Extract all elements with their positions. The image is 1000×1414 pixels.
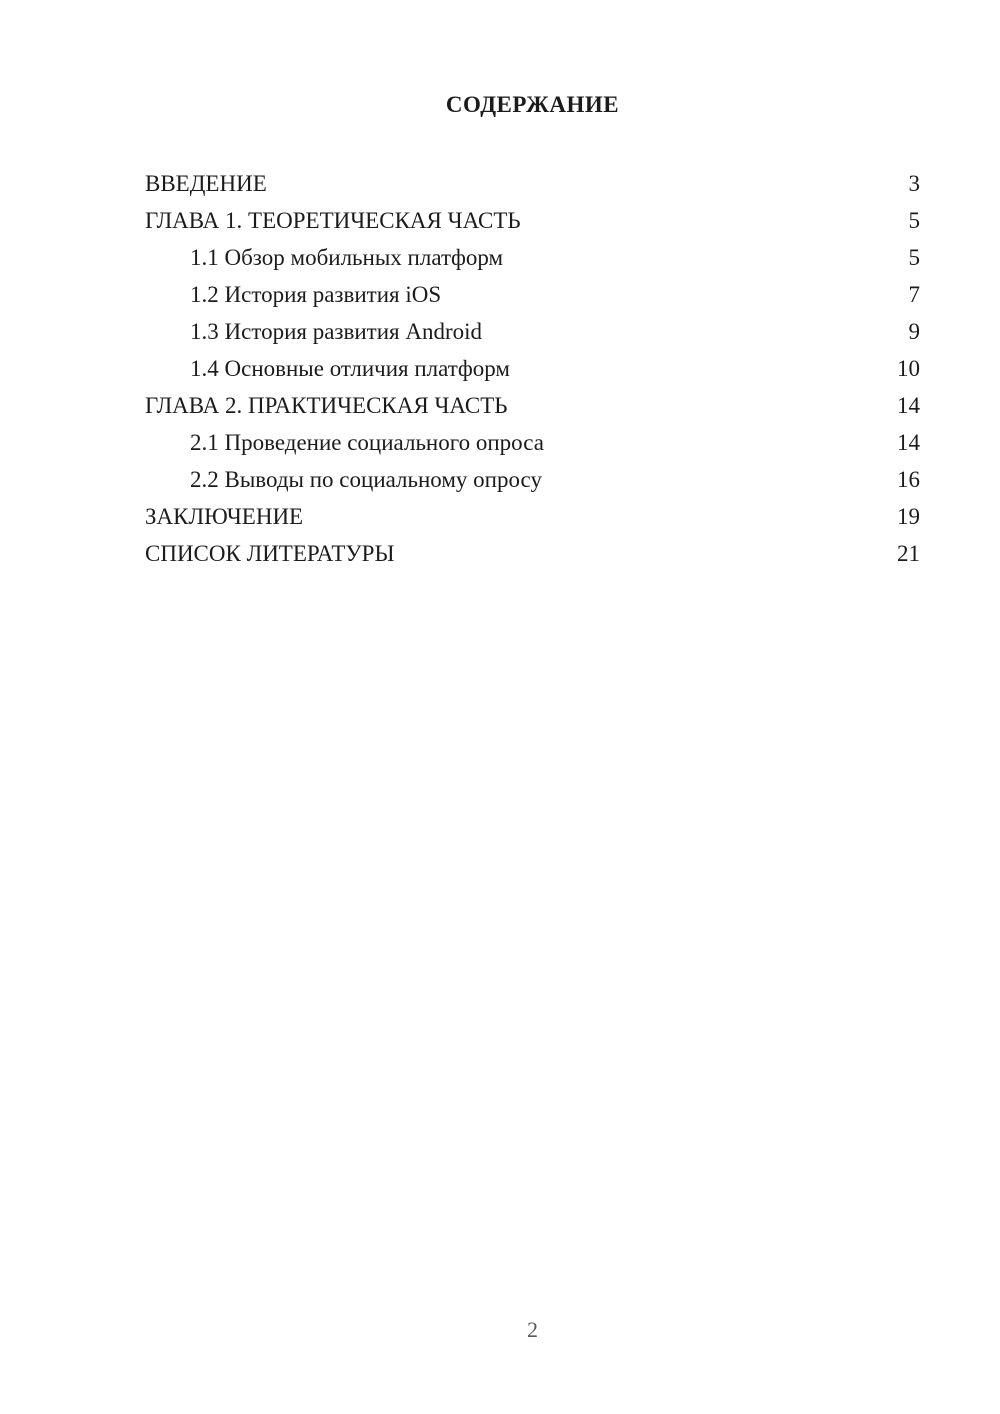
toc-entry xyxy=(145,387,920,424)
toc-entry xyxy=(145,202,920,239)
toc-entry xyxy=(145,313,920,350)
toc-entry-label: ГЛАВА 1. ТЕОРЕТИЧЕСКАЯ ЧАСТЬ xyxy=(145,208,521,233)
toc-entry-page-number: 3 xyxy=(908,171,920,196)
toc-entry-label: ВВЕДЕНИЕ xyxy=(145,171,267,196)
toc-entry xyxy=(145,165,920,202)
toc-entry-page-number: 14 xyxy=(897,393,920,418)
toc-entry-label: 1.3 История развития Android xyxy=(190,319,483,344)
toc-entry-page-number: 7 xyxy=(908,282,920,307)
toc-entry-page-number: 14 xyxy=(897,430,920,455)
toc-entry xyxy=(145,461,920,498)
toc-entry-page-number: 9 xyxy=(908,319,920,344)
toc-entry xyxy=(145,535,920,572)
toc-entry-page-number: 16 xyxy=(897,467,920,492)
toc-entry xyxy=(145,276,920,313)
toc-entry xyxy=(145,239,920,276)
toc-entry-page-number: 10 xyxy=(897,356,920,381)
toc-entry xyxy=(145,424,920,461)
toc-entry-label: 1.4 Основные отличия платформ xyxy=(190,356,510,381)
page-number: 2 xyxy=(527,1317,538,1342)
toc-entry-page-number: 5 xyxy=(908,245,920,270)
toc-entry xyxy=(145,498,920,535)
toc-entry-label: 2.1 Проведение социального опроса xyxy=(190,430,544,455)
toc-entry-page-number: 5 xyxy=(908,208,920,233)
toc-entry-page-number: 21 xyxy=(897,541,920,566)
toc-entry-page-number: 19 xyxy=(897,504,920,529)
toc-entry-label: 2.2 Выводы по социальному опросу xyxy=(190,467,542,492)
toc-entry xyxy=(145,350,920,387)
toc-entry-label: ЗАКЛЮЧЕНИЕ xyxy=(145,504,304,529)
toc-entry-label: 1.2 История развития iOS xyxy=(190,282,442,307)
toc-entry-label: ГЛАВА 2. ПРАКТИЧЕСКАЯ ЧАСТЬ xyxy=(145,393,508,418)
table-of-contents xyxy=(145,165,920,572)
page-title: СОДЕРЖАНИЕ xyxy=(445,92,620,117)
toc-entry-label: 1.1 Обзор мобильных платформ xyxy=(190,245,504,270)
toc-entry-label: СПИСОК ЛИТЕРАТУРЫ xyxy=(145,541,395,566)
